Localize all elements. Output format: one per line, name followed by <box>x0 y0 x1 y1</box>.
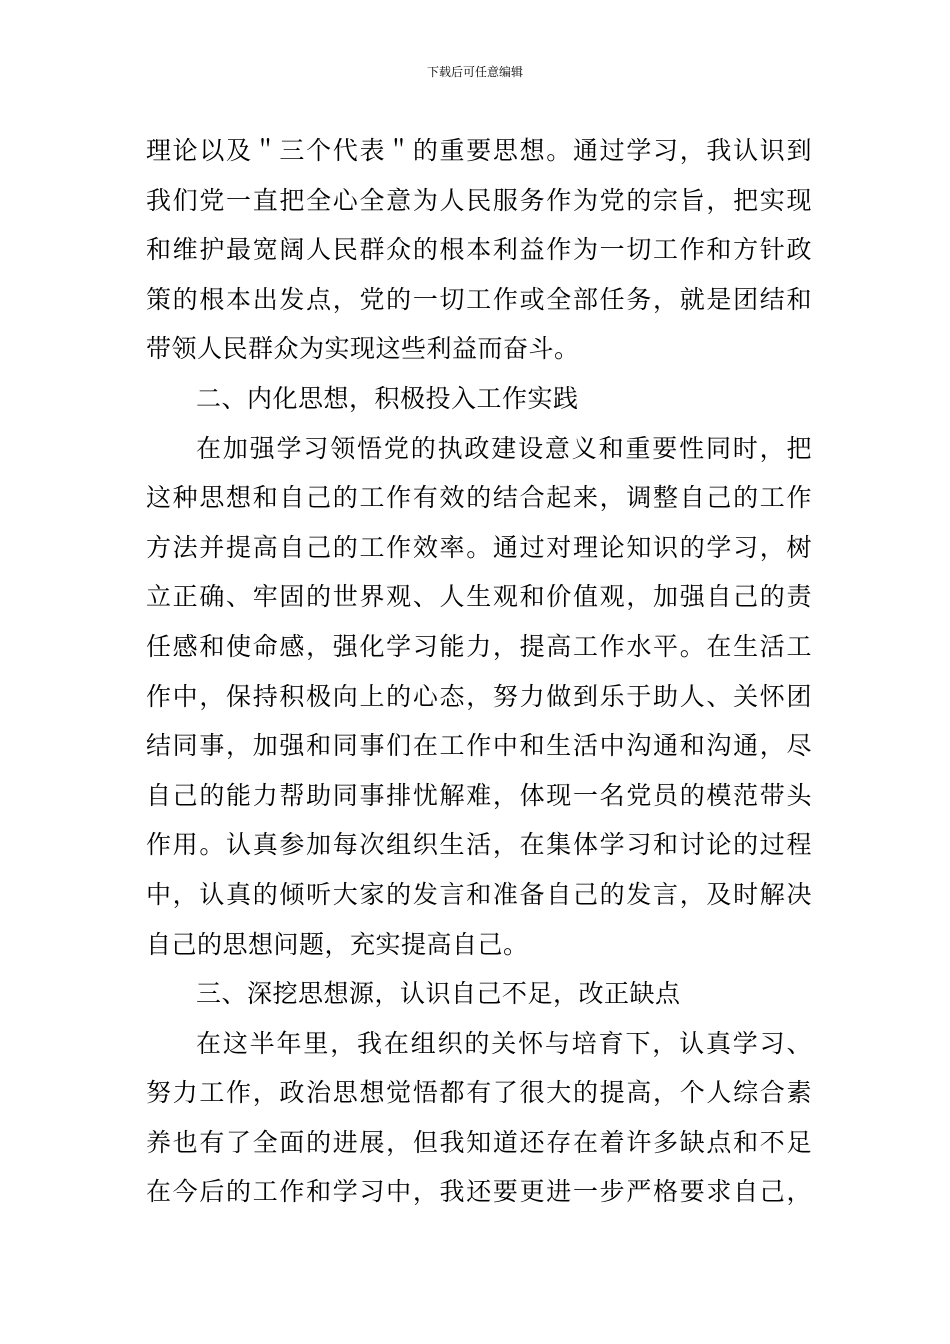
text-line: 二、内化思想，积极投入工作实践 <box>196 383 579 413</box>
text-line: 和维护最宽阔人民群众的根本利益作为一切工作和方针政 <box>146 235 812 265</box>
text-line: 自己的能力帮助同事排忧解难，体现一名党员的模范带头 <box>146 780 812 810</box>
text-line: 策的根本出发点，党的一切工作或全部任务，就是团结和 <box>146 284 812 314</box>
text-line: 中，认真的倾听大家的发言和准备自己的发言，及时解决 <box>146 879 812 909</box>
text-line: 立正确、牢固的世界观、人生观和价值观，加强自己的责 <box>146 582 812 612</box>
text-line: 努力工作，政治思想觉悟都有了很大的提高，个人综合素 <box>146 1078 812 1108</box>
text-line: 结同事，加强和同事们在工作中和生活中沟通和沟通，尽 <box>146 731 812 761</box>
text-line: 自己的思想问题，充实提高自己。 <box>146 929 529 959</box>
text-line: 在今后的工作和学习中，我还要更进一步严格要求自己， <box>146 1177 812 1207</box>
text-line: 任感和使命感，强化学习能力，提高工作水平。在生活工 <box>146 631 812 661</box>
text-line: 方法并提高自己的工作效率。通过对理论知识的学习，树 <box>146 532 812 562</box>
text-line: 养也有了全面的进展，但我知道还存在着许多缺点和不足 <box>146 1127 812 1157</box>
text-line: 我们党一直把全心全意为人民服务作为党的宗旨，把实现 <box>146 185 812 215</box>
text-line: 在这半年里，我在组织的关怀与培育下，认真学习、 <box>196 1028 812 1058</box>
text-line: 理论以及＂三个代表＂的重要思想。通过学习，我认识到 <box>146 136 812 165</box>
text-line: 作用。认真参加每次组织生活，在集体学习和讨论的过程 <box>146 830 812 860</box>
text-line: 在加强学习领悟党的执政建设意义和重要性同时，把 <box>196 433 812 463</box>
text-line: 带领人民群众为实现这些利益而奋斗。 <box>146 334 580 364</box>
header-note: 下载后可任意编辑 <box>426 65 523 79</box>
body-text <box>146 126 812 1217</box>
text-line: 三、深挖思想源，认识自己不足，改正缺点 <box>196 979 681 1009</box>
text-line: 作中，保持积极向上的心态，努力做到乐于助人、关怀团 <box>146 681 812 711</box>
text-line: 这种思想和自己的工作有效的结合起来，调整自己的工作 <box>146 483 812 513</box>
